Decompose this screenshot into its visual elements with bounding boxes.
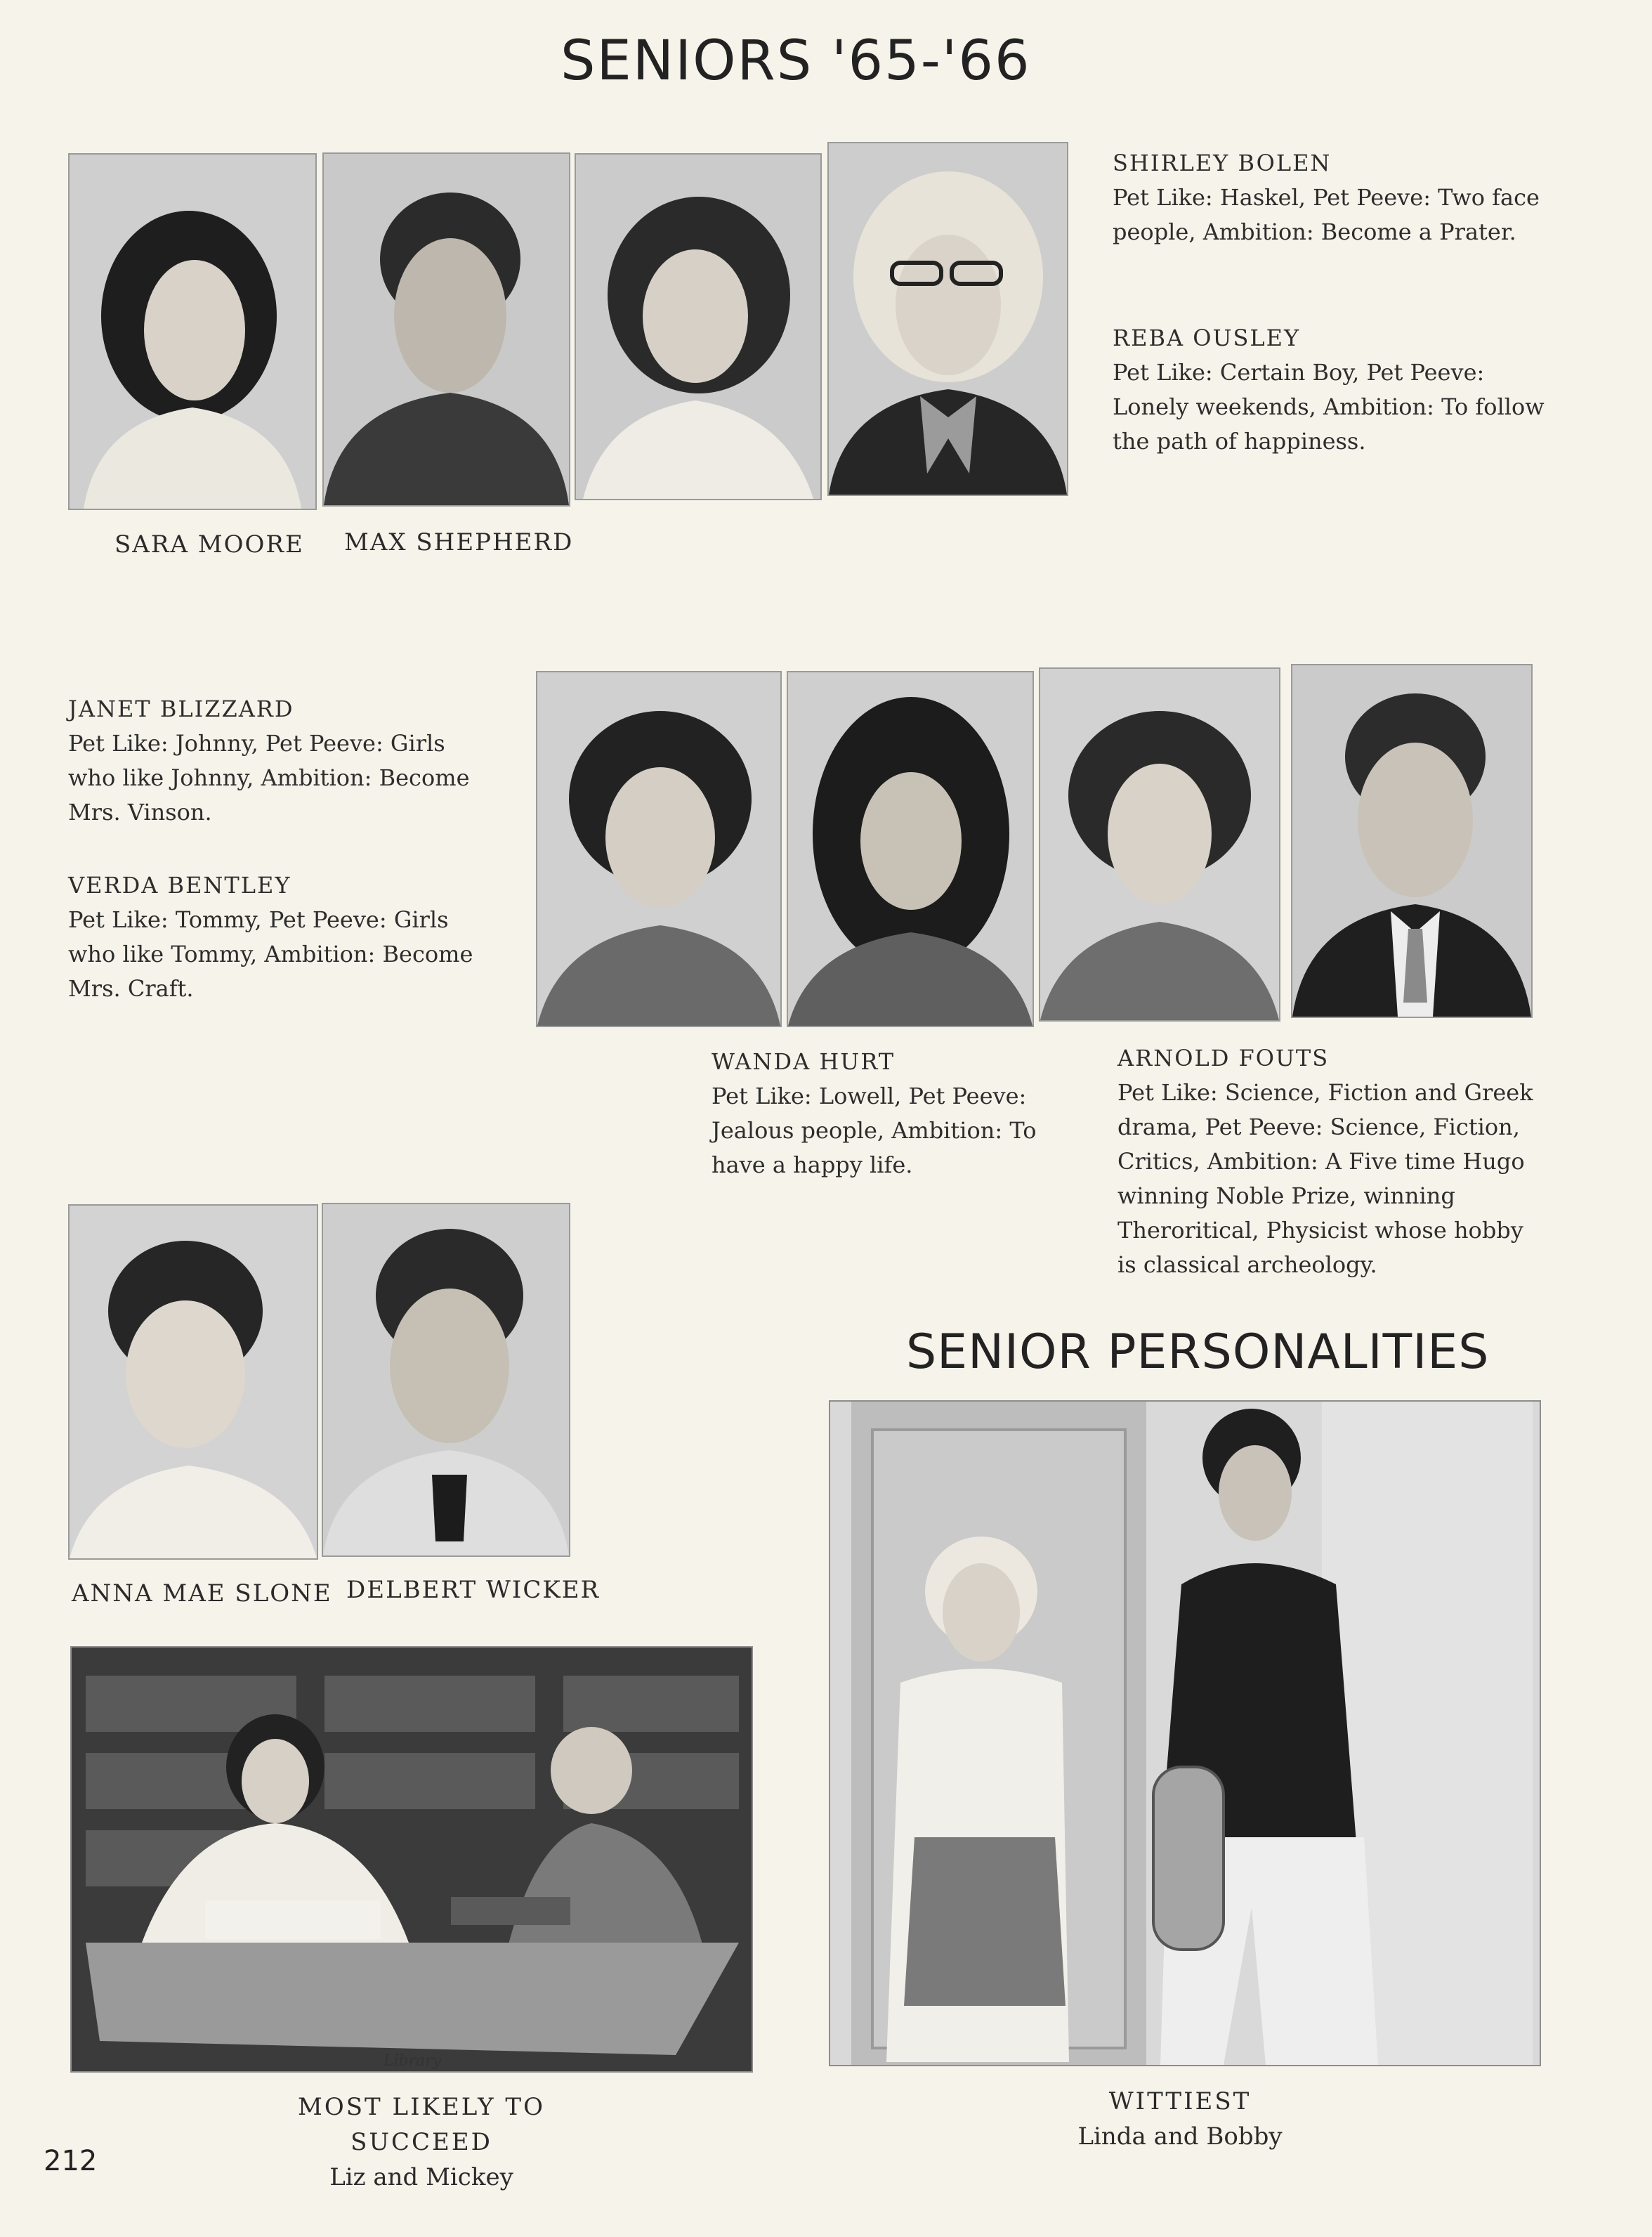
caption-max-shepherd: MAX SHEPHERD [344, 528, 574, 556]
portrait-photo-max-shepherd [322, 152, 570, 507]
caption-delbert-wicker: DELBERT WICKER [346, 1576, 601, 1604]
caption-sara-moore: SARA MOORE [114, 530, 304, 559]
bio-arnold-fouts [1117, 1041, 1546, 1282]
page-title: SENIORS '65-'66 [560, 30, 1031, 93]
portrait-photo-delbert-wicker [322, 1203, 570, 1557]
portrait-photo-unlabeled-girl [575, 153, 822, 500]
page-number: 212 [44, 2145, 98, 2177]
portrait-photo-verda-bentley [787, 671, 1034, 1027]
bio-shirley-bolen [1113, 146, 1548, 249]
bio-wanda-hurt [712, 1045, 1091, 1182]
award-title: MOST LIKELY TO SUCCEED [298, 2093, 545, 2156]
award-title: WITTIEST [1108, 2087, 1252, 2115]
section-title: SENIOR PERSONALITIES [906, 1324, 1490, 1380]
portrait-photo-shirley-bolen [827, 142, 1068, 496]
caption-wittiest [976, 2084, 1384, 2154]
bio-text: Pet Like: Tommy, Pet Peeve: Girls who like Tommy, Ambition: Become Mrs. Craft. [68, 906, 473, 1002]
portrait-photo-wanda-hurt [1039, 667, 1280, 1022]
caption-most-likely-to-succeed [225, 2089, 618, 2195]
caption-anna-mae-slone: ANNA MAE SLONE [72, 1579, 332, 1607]
bio-verda-bentley [68, 868, 497, 1006]
portrait-photo-janet-blizzard [536, 671, 782, 1027]
portrait-photo-arnold-fouts [1291, 664, 1533, 1018]
bio-name: VERDA BENTLEY [68, 872, 291, 899]
bio-name: ARNOLD FOUTS [1117, 1045, 1330, 1071]
group-photo-wittiest [829, 1400, 1541, 2066]
bio-text: Pet Like: Johnny, Pet Peeve: Girls who like Johnny, Ambition: Become Mrs. Vinson. [68, 730, 470, 826]
bio-text: Pet Like: Haskel, Pet Peeve: Two face people, Ambition: Become a Prater. [1113, 184, 1540, 245]
library-chair-sign: Library [383, 2052, 442, 2070]
bio-text: Pet Like: Lowell, Pet Peeve: Jealous people, Ambition: To have a happy life. [712, 1083, 1037, 1178]
group-photo-most-likely-to-succeed [70, 1646, 753, 2073]
bio-text: Pet Like: Certain Boy, Pet Peeve: Lonely weekends, Ambition: To follow the path of happiness. [1113, 359, 1545, 455]
award-winners: Linda and Bobby [1077, 2122, 1283, 2151]
bio-name: JANET BLIZZARD [68, 696, 294, 722]
bio-name: WANDA HURT [712, 1048, 896, 1075]
bio-text: Pet Like: Science, Fiction and Greek drama, Pet Peeve: Science, Fiction, Critics, Ambition: A Five time Hugo winning Noble Prize, winning Theroritical, Physicist whose hobby is classical archeology. [1117, 1079, 1533, 1278]
award-winners: Liz and Mickey [329, 2163, 513, 2191]
bio-name: REBA OUSLEY [1113, 325, 1301, 351]
bio-name: SHIRLEY BOLEN [1113, 150, 1332, 176]
portrait-photo-sara-moore [68, 153, 317, 510]
portrait-photo-anna-mae-slone [68, 1204, 318, 1560]
bio-reba-ousley [1113, 321, 1548, 459]
bio-janet-blizzard [68, 692, 497, 830]
